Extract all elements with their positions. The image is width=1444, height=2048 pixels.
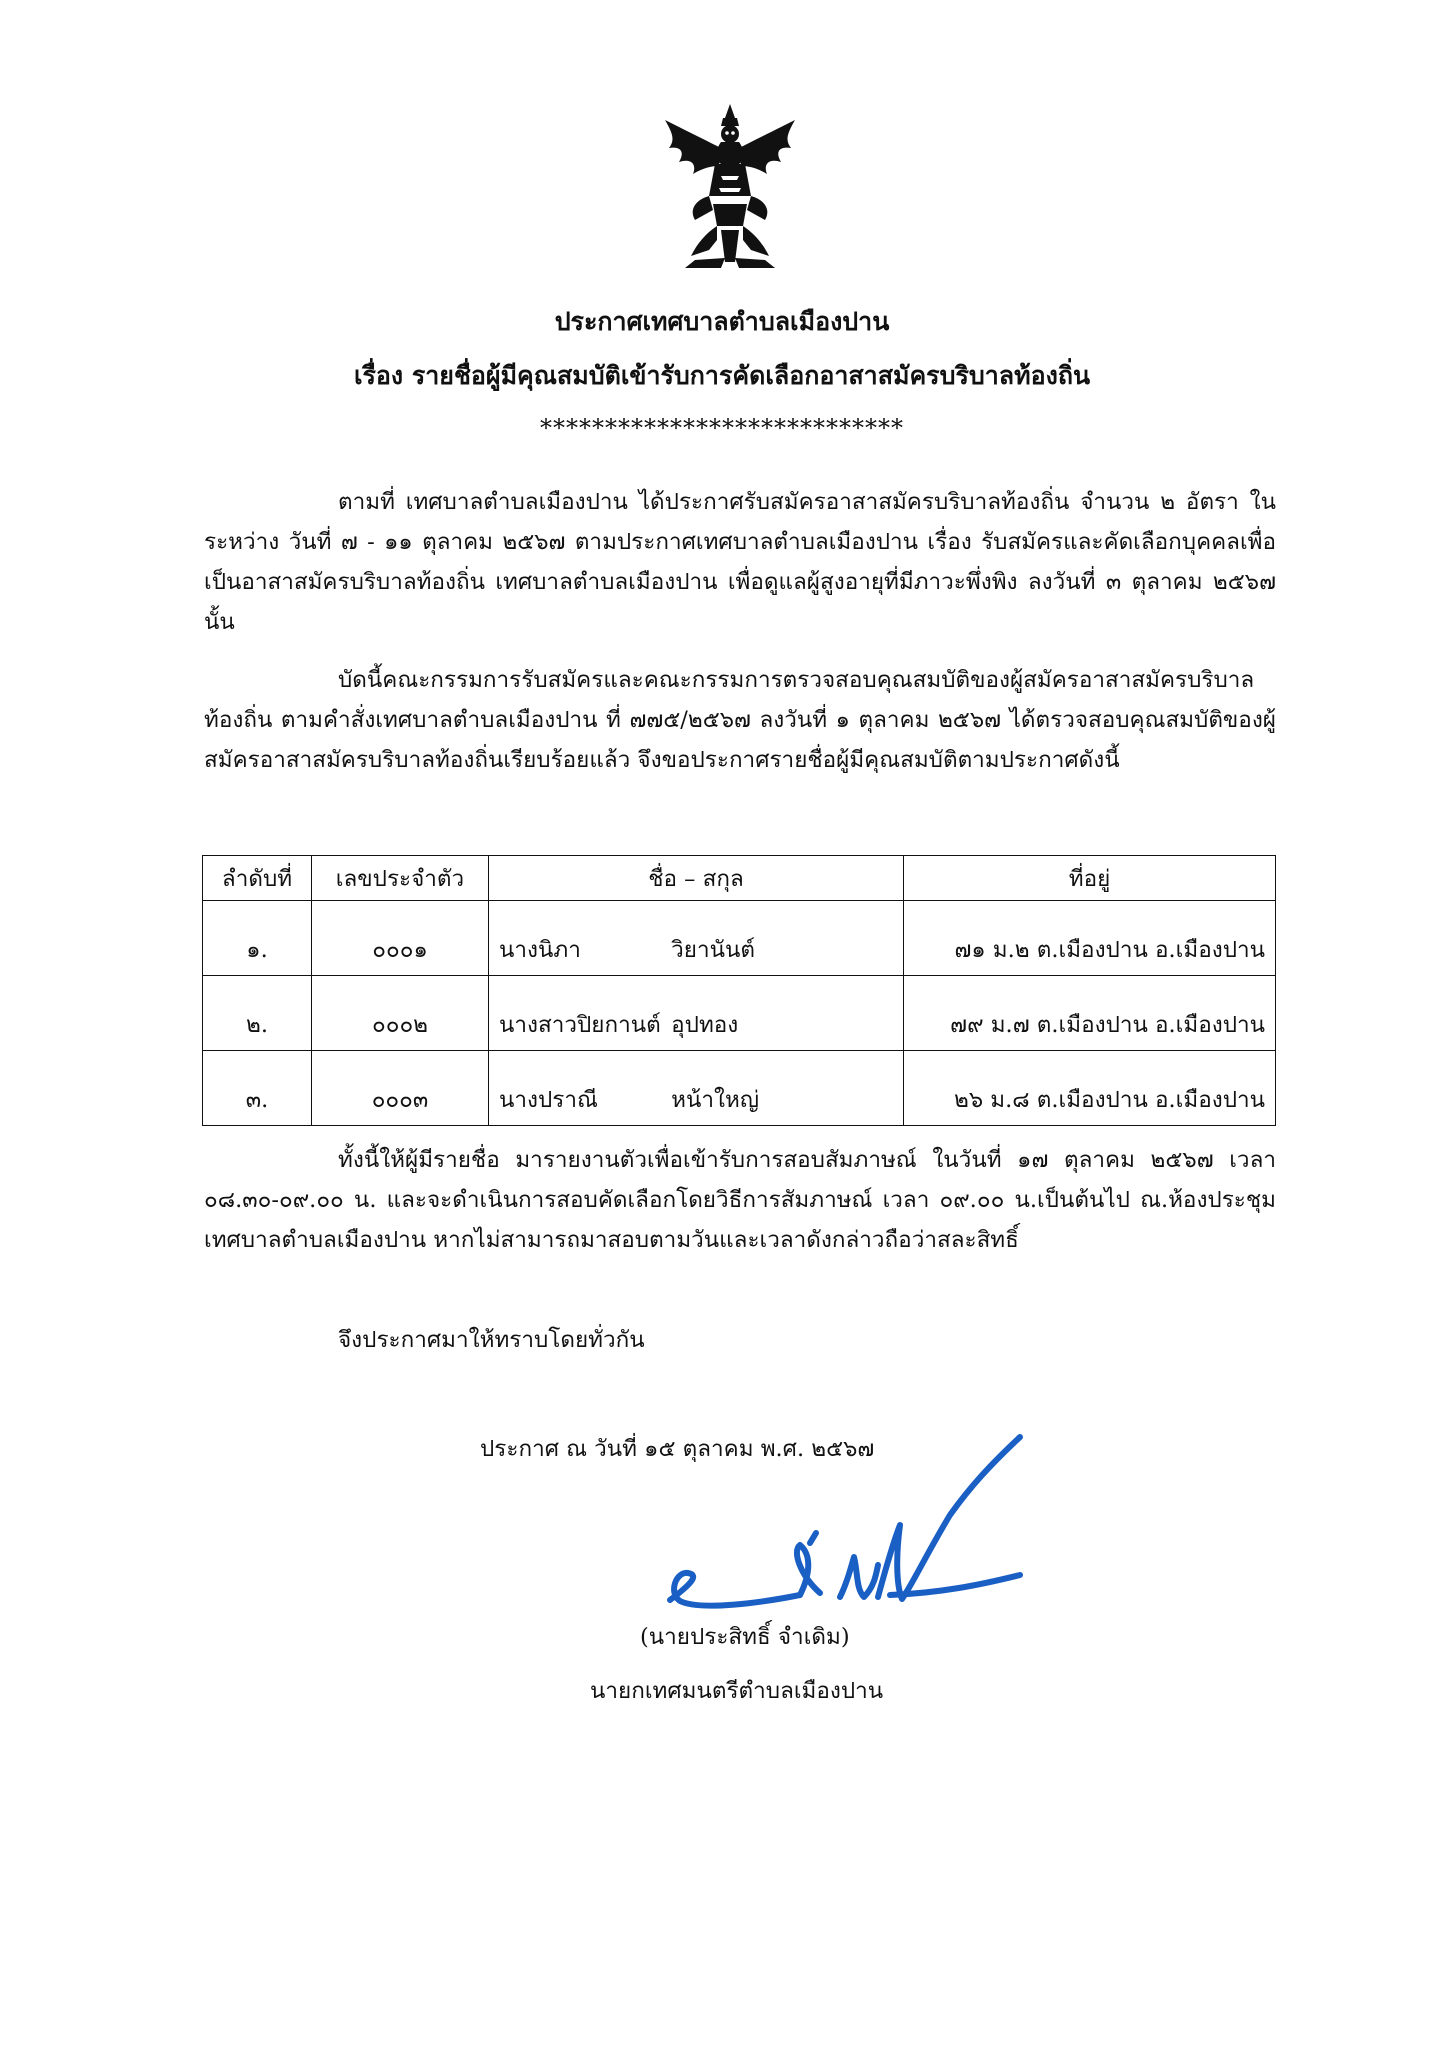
header-address: ที่อยู่ [904,856,1276,901]
body-paragraph-3: ทั้งนี้ให้ผู้มีรายชื่อ มารายงานตัวเพื่อเข้ารับการสอบสัมภาษณ์ ในวันที่ ๑๗ ตุลาคม ๒๕๖๗ เวลา ๐๘.๓๐-๐๙.๐๐ น. และจะดำเนินการสอบคัดเลือกโดยวิธีการสัมภาษณ์ เวลา ๐๙.๐๐ น.เป็นต้นไป ณ.ห้องประชุมเทศบาลตำบลเมืองปาน หากไม่สามารถมาสอบตามวันและเวลาดังกล่าวถือว่าสละสิทธิ์ [204,1147,1276,1253]
table-row [203,901,1276,976]
header-order: ลำดับที่ [203,856,312,901]
body-paragraph-1: ตามที่ เทศบาลตำบลเมืองปาน ได้ประกาศรับสมัครอาสาสมัครบริบาลท้องถิ่น จำนวน ๒ อัตรา ในระหว่าง วันที่ ๗ - ๑๑ ตุลาคม ๒๕๖๗ ตามประกาศเทศบาลตำบลเมืองปาน เรื่อง รับสมัครและคัดเลือกบุคคลเพื่อเป็นอาสาสมัครบริบาลท้องถิ่น เทศบาลตำบลเมืองปาน เพื่อดูแลผู้สูงอายุที่มีภาวะพึ่งพิง ลงวันที่ ๓ ตุลาคม ๒๕๖๗ นั้น [204,489,1276,635]
row-order: ๒. [203,976,312,1051]
row-last-name: วิยานันต์ [671,937,755,963]
row-first-name: นางสาวปิยกานต์ [499,1012,661,1038]
signer-title: นายกเทศมนตรีตำบลเมืองปาน [590,1678,884,1704]
table-row [203,976,1276,1051]
table-row [203,1051,1276,1126]
row-id: ๐๐๐๑ [312,901,489,976]
separator-line: **************************** [540,414,904,442]
announcement-date: ประกาศ ณ วันที่ ๑๕ ตุลาคม พ.ศ. ๒๕๖๗ [480,1436,875,1462]
handwritten-signature-icon [650,1425,1040,1625]
row-first-name: นางนิภา [499,937,581,963]
row-name [489,976,904,1051]
announcement-title: ประกาศเทศบาลตำบลเมืองปาน [554,307,890,336]
row-last-name: อุปทอง [671,1012,739,1038]
header-id: เลขประจำตัว [312,856,489,901]
row-name [489,1051,904,1126]
body-paragraph-4: จึงประกาศมาให้ทราบโดยทั่วกัน [338,1327,645,1353]
row-address: ๗๑ ม.๒ ต.เมืองปาน อ.เมืองปาน [904,901,1276,976]
row-address: ๒๖ ม.๘ ต.เมืองปาน อ.เมืองปาน [904,1051,1276,1126]
row-id: ๐๐๐๓ [312,1051,489,1126]
signer-name: (นายประสิทธิ์ จำเดิม) [640,1624,850,1650]
row-last-name: หน้าใหญ่ [671,1087,759,1113]
row-address: ๗๙ ม.๗ ต.เมืองปาน อ.เมืองปาน [904,976,1276,1051]
header-name: ชื่อ – สกุล [489,856,904,901]
announcement-subject: เรื่อง รายชื่อผู้มีคุณสมบัติเข้ารับการคัดเลือกอาสาสมัครบริบาลท้องถิ่น [353,361,1091,390]
row-order: ๑. [203,901,312,976]
row-name [489,901,904,976]
applicant-table [202,855,1276,1126]
row-first-name: นางปราณี [499,1087,598,1113]
body-paragraph-2: บัดนี้คณะกรรมการรับสมัครและคณะกรรมการตรวจสอบคุณสมบัติของผู้สมัครอาสาสมัครบริบาลท้องถิ่น ตามคำสั่งเทศบาลตำบลเมืองปาน ที่ ๗๗๕/๒๕๖๗ ลงวันที่ ๑ ตุลาคม ๒๕๖๗ ได้ตรวจสอบคุณสมบัติของผู้สมัครอาสาสมัครบริบาลท้องถิ่นเรียบร้อยแล้ว จึงขอประกาศรายชื่อผู้มีคุณสมบัติตามประกาศดังนี้ [204,667,1276,773]
table-header-row [203,856,1276,901]
row-order: ๓. [203,1051,312,1126]
garuda-emblem-icon [655,100,805,270]
row-id: ๐๐๐๒ [312,976,489,1051]
